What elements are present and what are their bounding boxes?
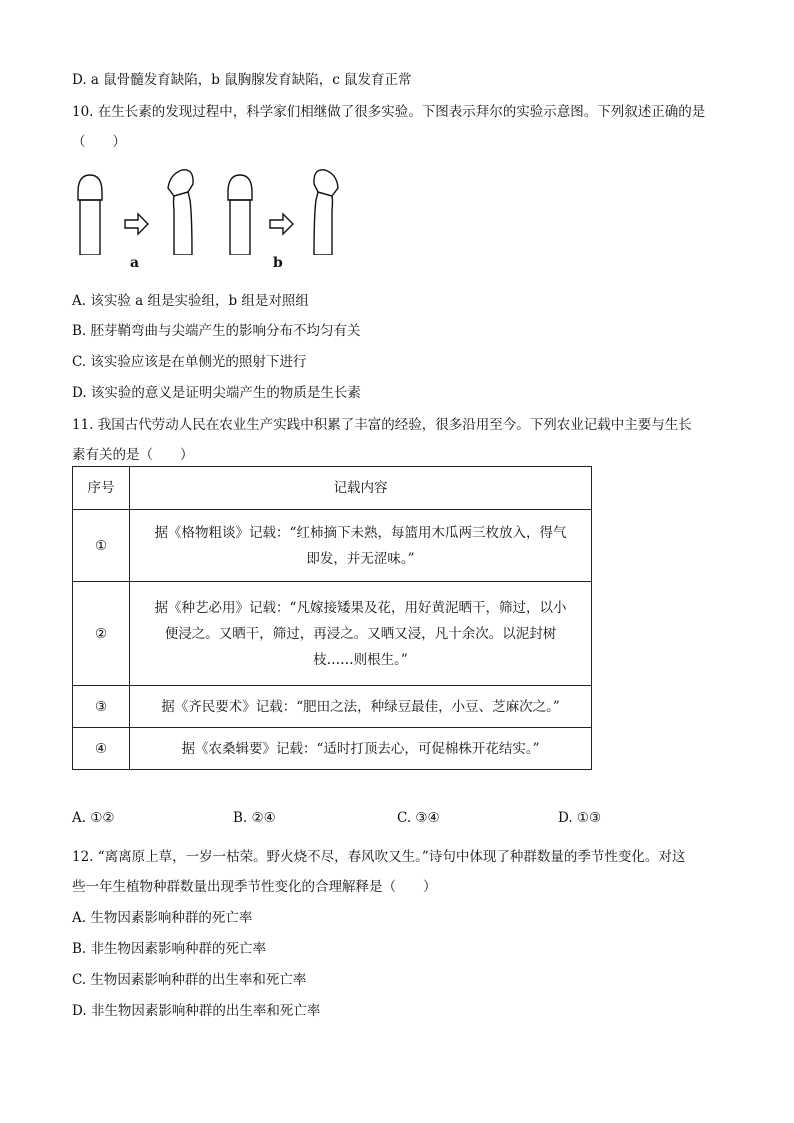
table-row [73, 686, 592, 728]
q10-option-b: B. 胚芽鞘弯曲与尖端产生的影响分布不均匀有关 [72, 323, 361, 339]
bent-stump-b [314, 192, 333, 255]
row-content [130, 728, 592, 770]
figure-label-b: b [273, 255, 283, 271]
q9-option-d: D. a 鼠骨髓发育缺陷，b 鼠胸腺发育缺陷，c 鼠发育正常 [72, 72, 412, 88]
row-number: ④ [73, 728, 130, 770]
bent-stump-a [174, 192, 193, 255]
table-row [73, 510, 592, 582]
agriculture-records-table [72, 466, 592, 770]
arrow-a-icon [125, 214, 148, 234]
coleoptile-stump-a [80, 200, 100, 255]
q11-option-c: C. ③④ [397, 810, 440, 826]
row-content-line: 据《种艺必用》记载：“凡嫁接矮果及花，用好黄泥晒干，筛过，以小 [154, 599, 567, 616]
header-content: 记载内容 [130, 467, 592, 510]
q12-option-b: B. 非生物因素影响种群的死亡率 [72, 941, 267, 957]
q10-stem-line2: （ ） [72, 134, 126, 150]
table-row [73, 582, 592, 686]
row-number: ② [73, 582, 130, 686]
row-content-line: 枝……则根生。” [313, 651, 408, 668]
bent-tip-a [168, 170, 193, 196]
row-content [130, 510, 592, 582]
q10-option-a: A. 该实验 a 组是实验组，b 组是对照组 [72, 293, 309, 309]
q11-stem-line2: 素有关的是（ ） [72, 447, 194, 463]
q11-option-b: B. ②④ [233, 810, 276, 826]
q12-stem-line1: 12. “离离原上草，一岁一枯荣。野火烧不尽，春风吹又生。”诗句中体现了种群数量的季节性变化。对这 [72, 849, 686, 865]
coleoptile-tip-a [78, 175, 102, 200]
q12-option-c: C. 生物因素影响种群的出生率和死亡率 [72, 972, 307, 988]
q11-options [72, 810, 632, 830]
row-number: ① [73, 510, 130, 582]
q11-option-a: A. ①② [72, 810, 115, 826]
row-content-line: 据《农桑辑要》记载：“适时打顶去心，可促棉株开花结实。” [181, 740, 540, 757]
q10-option-d: D. 该实验的意义是证明尖端产生的物质是生长素 [72, 385, 361, 401]
figure-label-a: a [130, 255, 140, 271]
row-content-line: 便浸之。又晒干，筛过，再浸之。又晒又浸，凡十余次。以泥封树 [164, 625, 557, 642]
table-header-row [73, 467, 592, 510]
row-number: ③ [73, 686, 130, 728]
paal-experiment-figure [70, 160, 350, 275]
row-content-line: 据《格物粗谈》记载：“红柿摘下未熟，每篮用木瓜两三枚放入，得气 [154, 524, 567, 541]
row-content [130, 582, 592, 686]
table-row [73, 728, 592, 770]
q12-option-d: D. 非生物因素影响种群的出生率和死亡率 [72, 1003, 321, 1019]
header-number: 序号 [73, 467, 130, 510]
q12-option-a: A. 生物因素影响种群的死亡率 [72, 910, 253, 926]
row-content-line: 据《齐民要术》记载：“肥田之法，种绿豆最佳，小豆、芝麻次之。” [161, 698, 560, 715]
q11-stem-line1: 11. 我国古代劳动人民在农业生产实践中积累了丰富的经验，很多沿用至今。下列农业记载中主要与生长 [72, 417, 692, 433]
arrow-b-icon [270, 214, 293, 234]
coleoptile-stump-b [230, 200, 250, 255]
row-content-line: 即发，并无涩味。” [306, 550, 415, 567]
q10-stem-line1: 10. 在生长素的发现过程中，科学家们相继做了很多实验。下图表示拜尔的实验示意图。下列叙述正确的是 [72, 104, 706, 120]
coleoptile-tip-b [228, 175, 252, 200]
row-content [130, 686, 592, 728]
coleoptile-diagram [70, 160, 350, 255]
q12-stem-line2: 些一年生植物种群数量出现季节性变化的合理解释是（ ） [72, 879, 437, 895]
q10-option-c: C. 该实验应该是在单侧光的照射下进行 [72, 354, 307, 370]
q11-option-d: D. ①③ [558, 810, 602, 826]
